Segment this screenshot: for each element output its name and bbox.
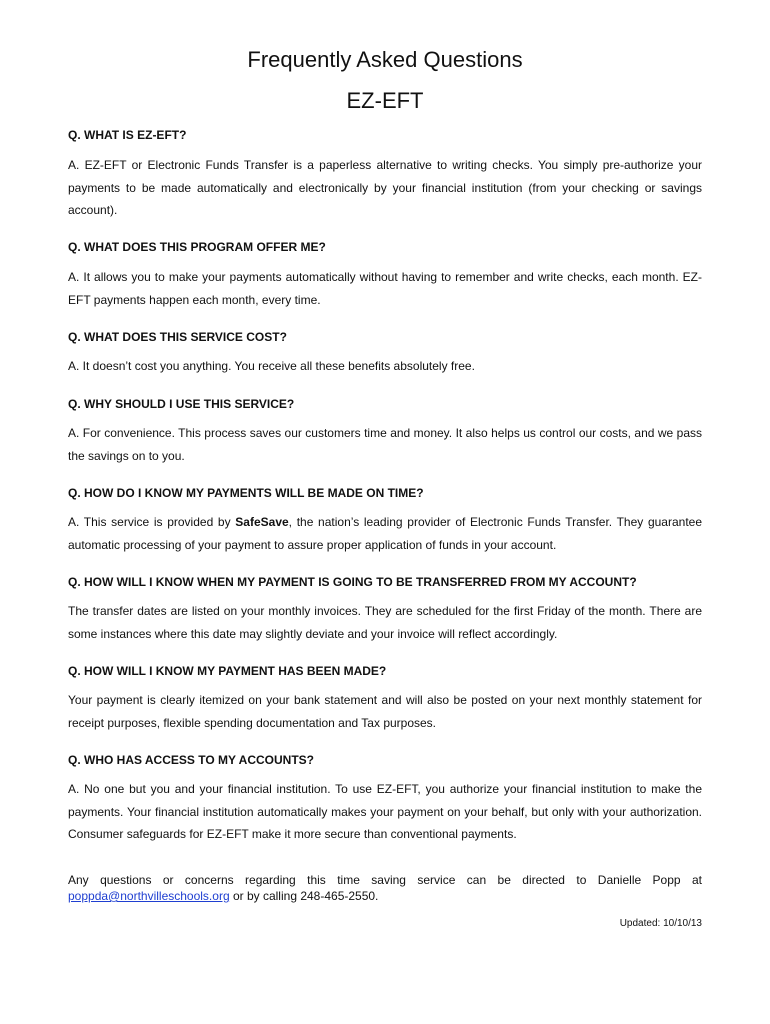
faq-answer-what-is-ez-eft: A. EZ-EFT or Electronic Funds Transfer is a paperless alternative to writing checks. You simply pre-authorize your payments to be made automatically and electronically by your financial institution (from your checking or savings account). xyxy=(68,158,702,217)
faq-answer-why-use: A. For convenience. This process saves our customers time and money. It also helps us control our costs, and we pass the savings on to you. xyxy=(68,426,702,463)
faq-question-on-time: Q. HOW DO I KNOW MY PAYMENTS WILL BE MADE ON TIME? xyxy=(68,486,424,500)
contact-text-before: Any questions or concerns regarding this time saving service can be directed to Danielle Popp at xyxy=(68,873,702,887)
faq-answer-transfer-dates: The transfer dates are listed on your monthly invoices. They are scheduled for the first Friday of the month. There are some instances where this date may slightly deviate and your invoice will reflect accordingly. xyxy=(68,604,702,641)
page-subtitle: EZ-EFT xyxy=(346,88,424,113)
faq-answer-service-cost: A. It doesn’t cost you anything. You receive all these benefits absolutely free. xyxy=(68,359,475,373)
answer-suffix: , the nation’s leading provider of Electronic Funds Transfer. They guarantee automatic processing of your payment to assure proper application of funds in your account. xyxy=(68,515,702,552)
faq-answer-payment-made: Your payment is clearly itemized on your bank statement and will also be posted on your next monthly statement for receipt purposes, flexible spending documentation and Tax purposes. xyxy=(68,693,702,730)
faq-question-service-cost: Q. WHAT DOES THIS SERVICE COST? xyxy=(68,330,287,344)
faq-question-what-is-ez-eft: Q. WHAT IS EZ-EFT? xyxy=(68,128,187,142)
faq-answer-on-time xyxy=(68,511,702,556)
updated-date: Updated: 10/10/13 xyxy=(619,918,702,929)
faq-question-transfer-dates: Q. HOW WILL I KNOW WHEN MY PAYMENT IS GOING TO BE TRANSFERRED FROM MY ACCOUNT? xyxy=(68,575,637,589)
faq-question-why-use: Q. WHY SHOULD I USE THIS SERVICE? xyxy=(68,397,295,411)
faq-question-payment-made: Q. HOW WILL I KNOW MY PAYMENT HAS BEEN MADE? xyxy=(68,664,387,678)
contact-email-link[interactable]: poppda@northvilleschools.org xyxy=(68,889,230,903)
faq-answer-program-offer: A. It allows you to make your payments automatically without having to remember and write checks, each month. EZ-EFT payments happen each month, every time. xyxy=(68,270,702,307)
safesave-name: SafeSave xyxy=(235,515,289,529)
contact-text-after: or by calling 248-465-2550. xyxy=(229,889,379,903)
faq-answer-access: A. No one but you and your financial institution. To use EZ-EFT, you authorize your financial institution to make the payments. Your financial institution automatically makes your payment on your behalf, but only with your authorization. Consumer safeguards for EZ-EFT make it more secure than conventional payments. xyxy=(68,782,702,841)
answer-prefix: A. This service is provided by xyxy=(68,515,236,529)
faq-question-access: Q. WHO HAS ACCESS TO MY ACCOUNTS? xyxy=(68,753,315,767)
page-title: Frequently Asked Questions xyxy=(247,47,523,72)
contact-paragraph xyxy=(68,872,702,904)
faq-question-program-offer: Q. WHAT DOES THIS PROGRAM OFFER ME? xyxy=(68,240,326,254)
